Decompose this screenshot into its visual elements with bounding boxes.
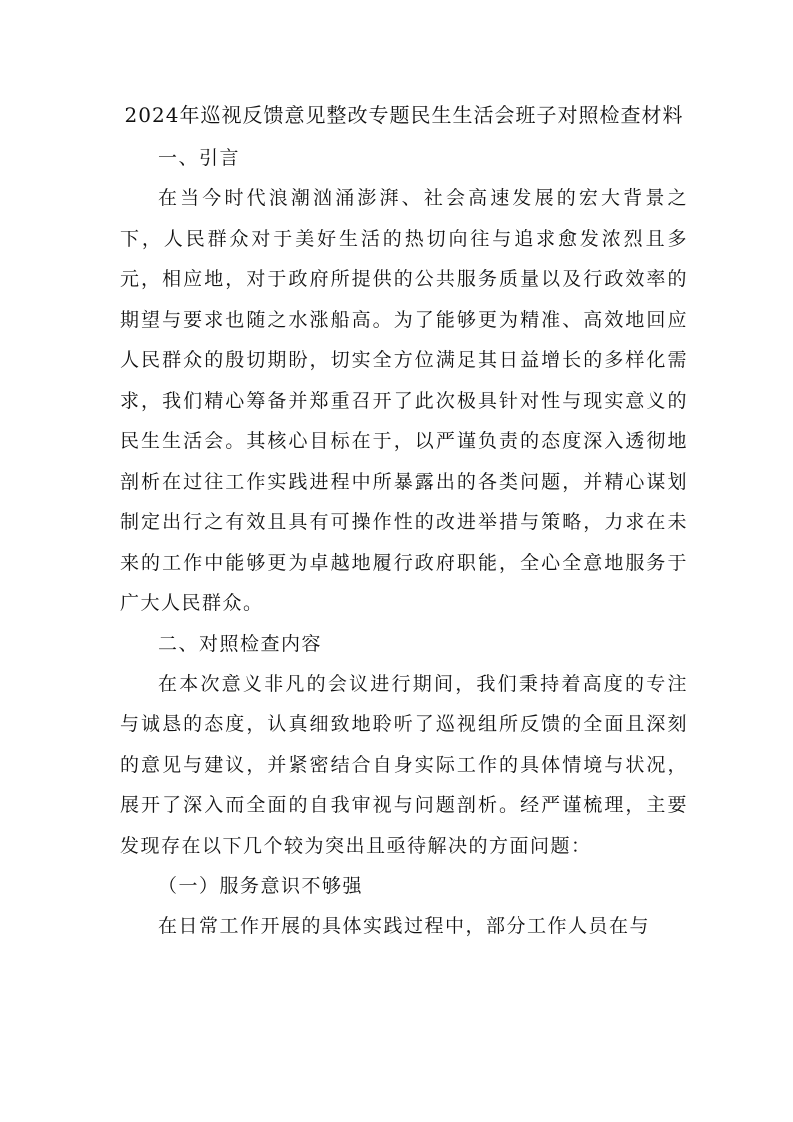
subsection-heading-service-awareness: （一）服务意识不够强 (158, 875, 364, 897)
inspection-content-paragraph: 在本次意义非凡的会议进行期间，我们秉持着高度的专注与诚恳的态度，认真细致地聆听了巡视组所反馈的全面且深刻的意见与建议，并紧密结合自身实际工作的具体情境与状况，展开了深入而全面的自我审视与问题剖析。经严谨梳理，主要发现存在以下几个较为突出且亟待解决的方面问题： (120, 672, 688, 857)
service-awareness-paragraph: 在日常工作开展的具体实践过程中，部分工作人员在与 (158, 915, 651, 937)
document-body (120, 96, 688, 947)
introduction-paragraph: 在当今时代浪潮汹涌澎湃、社会高速发展的宏大背景之下，人民群众对于美好生活的热切向往与追求愈发浓烈且多元，相应地，对于政府所提供的公共服务质量以及行政效率的期望与要求也随之水涨船高。为了能够更为精准、高效地回应人民群众的殷切期盼，切实全方位满足其日益增长的多样化需求，我们精心筹备并郑重召开了此次极具针对性与现实意义的民生生活会。其核心目标在于，以严谨负责的态度深入透彻地剖析在过往工作实践进程中所暴露出的各类问题，并精心谋划制定出行之有效且具有可操作性的改进举措与策略，力求在未来的工作中能够更为卓越地履行政府职能，全心全意地服务于广大人民群众。 (120, 187, 688, 614)
section-heading-introduction: 一、引言 (158, 147, 241, 169)
section-heading-inspection-content: 二、对照检查内容 (158, 632, 323, 655)
document-title: 2024年巡视反馈意见整改专题民生生活会班子对照检查材料 (124, 103, 684, 127)
